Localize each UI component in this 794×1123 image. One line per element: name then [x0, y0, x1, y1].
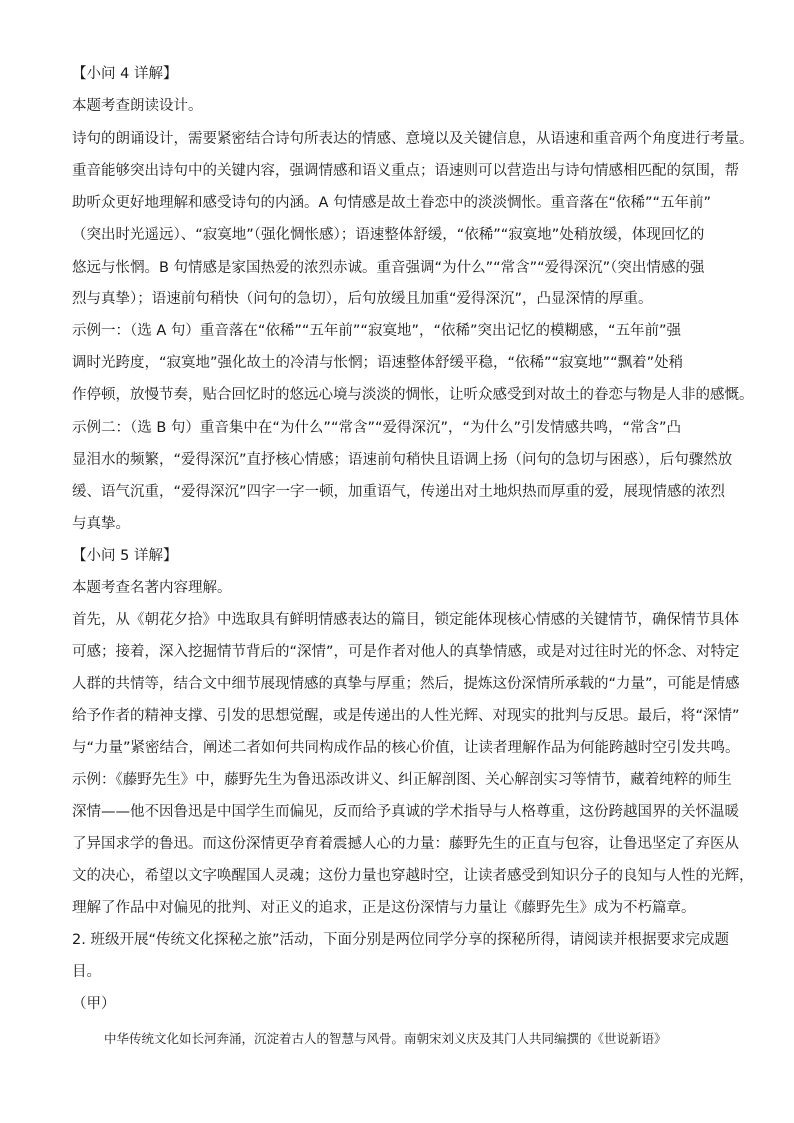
example-line: 缓、语气沉重，“爱得深沉”四字一字一顿，加重语气，传递出对土地炽热而厚重的爱，展现情感的浓烈	[72, 484, 726, 500]
question-2-prompt: 目。	[72, 964, 101, 980]
passage-text: 中华传统文化如长河奔涌，沉淀着古人的智慧与风骨。南朝宋刘义庆及其门人共同编撰的《世说新语》	[104, 1031, 667, 1046]
example-line: 与真挚。	[72, 516, 130, 532]
paragraph-line: 首先，从《朝花夕拾》中选取具有鲜明情感表达的篇目，锁定能体现核心情感的关键情节，确保情节具体	[72, 612, 739, 628]
example-line: 显泪水的频繁，“爱得深沉”直抒核心情感；语速前句稍快且语调上扬（问句的急切与困惑），后句骤然放	[72, 452, 733, 468]
paragraph-line: 助听众更好地理解和感受诗句的内涵。A 句情感是故土眷恋中的淡淡惆怅。重音落在“依稀”“五年前”	[72, 195, 712, 211]
paragraph-line: 诗句的朗诵设计，需要紧密结合诗句所表达的情感、意境以及关键信息，从语速和重音两个角度进行考量。	[72, 131, 754, 147]
example-line: 示例一：（选 A 句）重音落在“依稀”“五年前”“寂寞地”，“依稀”突出记忆的模糊感，“五年前”强	[72, 323, 682, 339]
paragraph-line: 给予作者的精神支撑、引发的思想觉醒，或是传递出的人性光辉、对现实的批判与反思。最后，将“深情”	[72, 708, 740, 724]
paragraph-line: 人群的共情等，结合文中细节展现情感的真挚与厚重；然后，提炼这份深情所承载的“力量”，可能是情感	[72, 676, 740, 692]
paragraph-line: 烈与真挚）；语速前句稍快（问句的急切），后句放缓且加重“爱得深沉”，凸显深情的厚重。	[72, 291, 653, 307]
section-heading-q5: 【小问 5 详解】	[72, 548, 178, 564]
example-line: 了异国求学的鲁迅。而这份深情更孕育着震撼人心的力量：藤野先生的正直与包容，让鲁迅坚定了弃医从	[72, 836, 739, 852]
paragraph-line: 可感；接着，深入挖掘情节背后的“深情”，可是作者对他人的真挚情感，或是对过往时光的怀念、对特定	[72, 644, 740, 660]
example-line: 作停顿，放慢节奏，贴合回忆时的悠远心境与淡淡的惆怅，让听众感受到对故土的眷恋与物是人非的感慨。	[72, 387, 754, 403]
question-2-prompt: 2. 班级开展“传统文化探秘之旅”活动，下面分别是两位同学分享的探秘所得，请阅读并根据要求完成题	[72, 932, 729, 948]
example-line: 示例二：（选 B 句）重音集中在“为什么”“常含”“爱得深沉”，“为什么”引发情感共鸣，“常含”凸	[72, 420, 682, 436]
example-line: 文的决心，希望以文字唤醒国人灵魂；这份力量也穿越时空，让读者感受到知识分子的良知与人性的光辉，	[72, 868, 754, 884]
paragraph-line: 重音能够突出诗句中的关键内容，强调情感和语义重点；语速则可以营造出与诗句情感相匹配的氛围，帮	[72, 163, 739, 179]
example-line: 深情——他不因鲁迅是中国学生而偏见，反而给予真诚的学术指导与人格尊重，这份跨越国界的关怀温暖	[72, 804, 739, 820]
passage-label: （甲）	[72, 996, 116, 1012]
example-line: 理解了作品中对偏见的批判、对正义的追求，正是这份深情与力量让《藤野先生》成为不朽篇章。	[72, 900, 696, 916]
answer-intro: 本题考查名著内容理解。	[72, 580, 232, 596]
paragraph-line: （突出时光遥远）、“寂寞地”（强化惆怅感）；语速整体舒缓，“依稀”“寂寞地”处稍放缓，体现回忆的	[72, 227, 705, 243]
paragraph-line: 悠远与怅惘。B 句情感是家国热爱的浓烈赤诚。重音强调“为什么”“常含”“爱得深沉”（突出情感的强	[72, 260, 705, 276]
paragraph-line: 与“力量”紧密结合，阐述二者如何共同构成作品的核心价值，让读者理解作品为何能跨越时空引发共鸣。	[72, 740, 740, 756]
example-line: 调时光跨度，“寂寞地”强化故土的冷清与怅惘；语速整体舒缓平稳，“依稀”“寂寞地”“飘着”处稍	[72, 355, 684, 371]
section-heading-q4: 【小问 4 详解】	[72, 66, 178, 82]
answer-intro: 本题考查朗读设计。	[72, 98, 203, 114]
example-line: 示例：《藤野先生》中，藤野先生为鲁迅添改讲义、纠正解剖图、关心解剖实习等情节，藏着纯粹的师生	[72, 772, 732, 788]
